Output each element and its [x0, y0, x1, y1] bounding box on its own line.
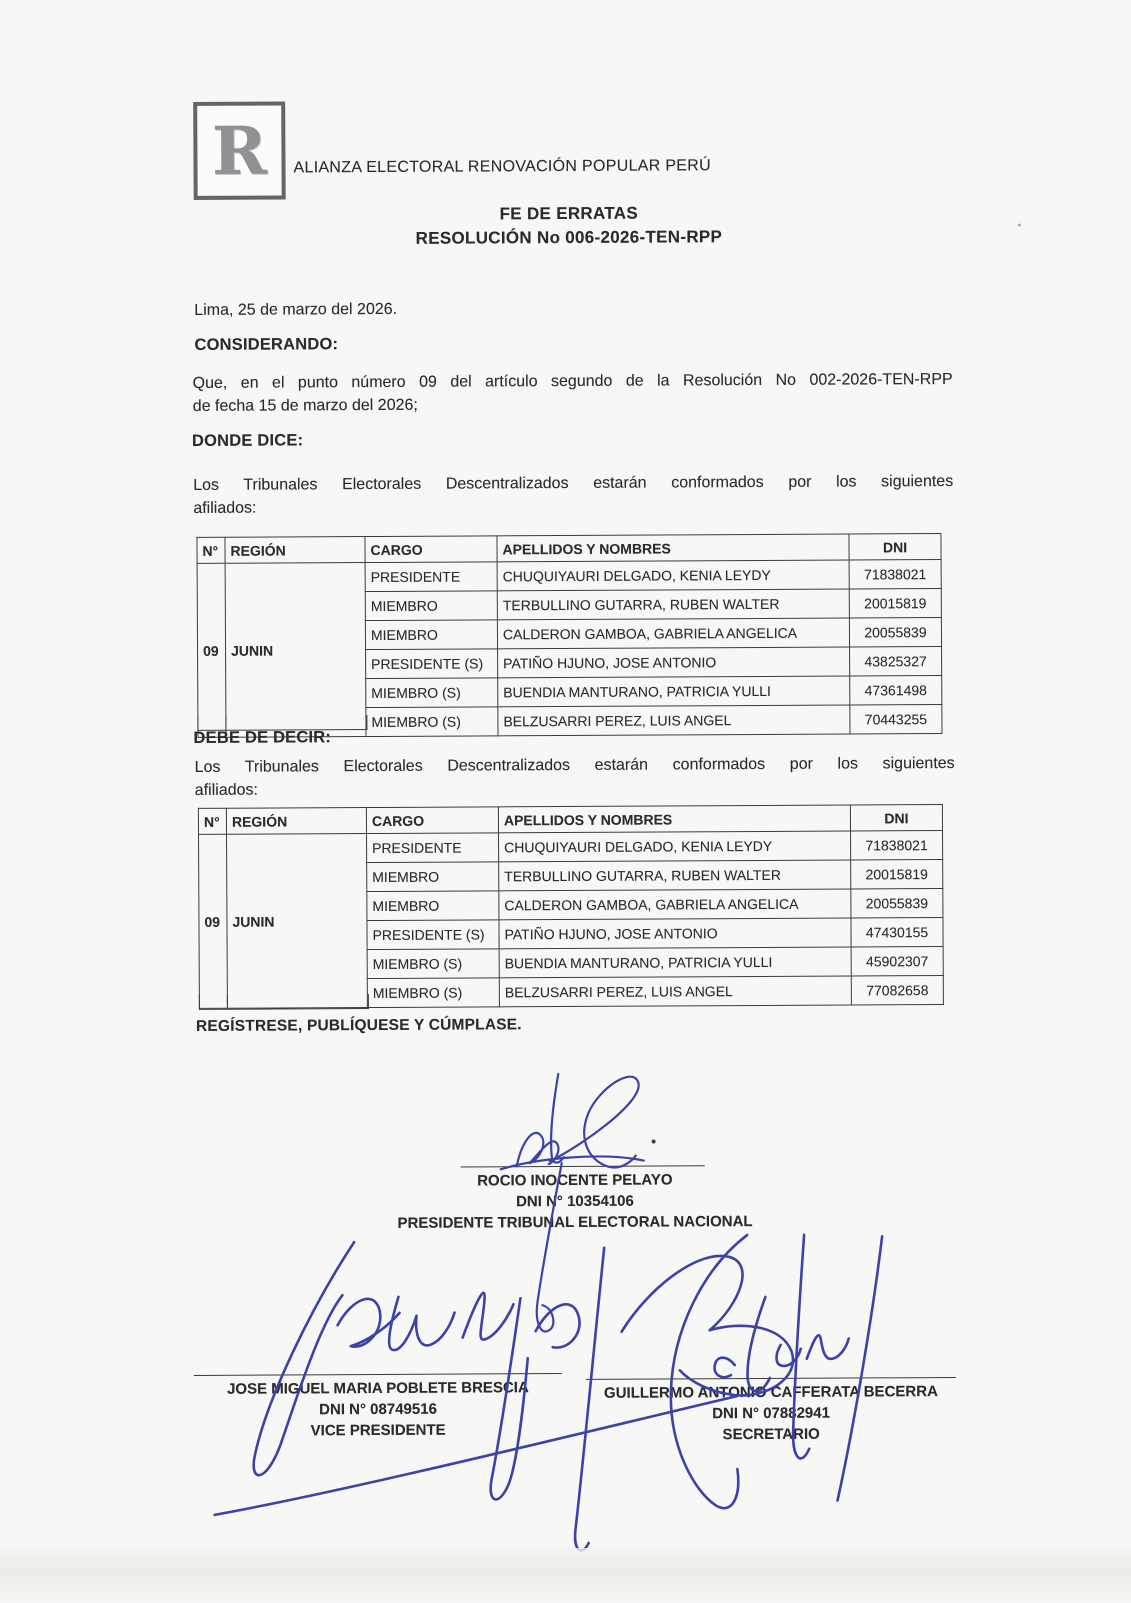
table-header-row	[198, 805, 942, 835]
signatory-dni: DNI N° 10354106	[375, 1190, 775, 1213]
cargo-cell: MIEMBRO	[367, 891, 499, 921]
table-row	[197, 560, 941, 593]
cargo-cell: MIEMBRO	[365, 620, 497, 650]
party-logo	[193, 101, 286, 199]
pen-dot	[652, 1140, 656, 1144]
dni-cell: 20055839	[851, 889, 943, 918]
signature-rule	[586, 1377, 956, 1380]
cargo-cell: MIEMBRO (S)	[366, 678, 498, 708]
resolution-number: RESOLUCIÓN No 006-2026-TEN-RPP	[184, 226, 954, 250]
dni-cell: 71838021	[849, 560, 941, 589]
intro-paragraph-2	[195, 752, 955, 802]
logo-letter: R	[212, 118, 267, 184]
debe-decir-heading: DEBE DE DECIR:	[193, 728, 331, 748]
column-header-cargo: CARGO	[366, 807, 498, 834]
table-tail-artifact	[199, 994, 369, 1010]
nombre-cell: BELZUSARRI PEREZ, LUIS ANGEL	[499, 976, 851, 1007]
doc-title: FE DE ERRATAS	[184, 202, 954, 226]
nombre-cell: PATIÑO HJUNO, JOSE ANTONIO	[499, 918, 851, 949]
dni-cell: 70443255	[850, 705, 942, 734]
cargo-cell: MIEMBRO	[365, 591, 497, 621]
cargo-cell: PRESIDENTE (S)	[366, 649, 498, 679]
table-header-row	[197, 534, 941, 564]
scan-shadow-bottom	[0, 1548, 1131, 1600]
nombre-cell: CALDERON GAMBOA, GABRIELA ANGELICA	[497, 618, 849, 649]
nombre-cell: BUENDIA MANTURANO, PATRICIA YULLI	[499, 947, 851, 978]
cargo-cell: MIEMBRO (S)	[367, 949, 499, 979]
dni-cell: 20015819	[849, 589, 941, 618]
column-header-cargo: CARGO	[365, 536, 497, 563]
numero-cell: 09	[197, 563, 226, 737]
dni-cell: 20015819	[851, 860, 943, 889]
cargo-cell: MIEMBRO (S)	[367, 978, 499, 1008]
column-header-dni: DNI	[850, 805, 942, 831]
signature-block-presidente	[375, 1169, 775, 1234]
paragraph-line: Los Tribunales Electorales Descentralizados estarán conformados por los siguientes	[193, 470, 953, 497]
signatory-name: ROCIO INOCENTE PELAYO	[375, 1169, 775, 1192]
signatory-name: JOSE MIGUEL MARIA POBLETE BRESCIA	[178, 1377, 578, 1400]
signature-block-secretario	[571, 1381, 971, 1446]
donde-dice-heading: DONDE DICE:	[192, 431, 303, 451]
cargo-cell: MIEMBRO	[367, 862, 499, 892]
column-header-region: REGIÓN	[226, 808, 366, 835]
numero-cell: 09	[199, 834, 228, 1008]
org-name: ALIANZA ELECTORAL RENOVACIÓN POPULAR PERÚ	[293, 157, 711, 177]
dni-cell: 77082658	[851, 976, 943, 1005]
dni-cell: 47361498	[850, 676, 942, 705]
dni-cell: 71838021	[851, 831, 943, 860]
signature-rule	[461, 1165, 705, 1167]
signatory-name: GUILLERMO ANTONIO CAFFERATA BECERRA	[571, 1381, 971, 1404]
dni-cell: 45902307	[851, 947, 943, 976]
cargo-cell: PRESIDENTE	[367, 833, 499, 863]
table-donde-dice	[196, 533, 942, 738]
dni-cell: 43825327	[850, 647, 942, 676]
nombre-cell: CALDERON GAMBOA, GABRIELA ANGELICA	[499, 889, 851, 920]
column-header-dni: DNI	[849, 534, 941, 560]
signature-3-ink	[670, 1234, 884, 1508]
paragraph-line: afiliados:	[193, 493, 953, 520]
closing-line: REGÍSTRESE, PUBLÍQUESE Y CÚMPLASE.	[196, 1016, 522, 1036]
column-header-apellidos: APELLIDOS Y NOMBRES	[497, 534, 849, 562]
date-line: Lima, 25 de marzo del 2026.	[194, 301, 397, 320]
cargo-cell: MIEMBRO (S)	[366, 707, 498, 737]
nombre-cell: CHUQUIYAURI DELGADO, KENIA LEYDY	[497, 560, 849, 591]
region-cell: JUNIN	[227, 834, 368, 1009]
signature-rule	[194, 1373, 562, 1376]
intro-paragraph	[193, 470, 953, 520]
considerando-paragraph	[193, 368, 953, 418]
column-header-region: REGIÓN	[225, 537, 365, 564]
nombre-cell: BELZUSARRI PEREZ, LUIS ANGEL	[498, 705, 850, 736]
table-debe-decir	[198, 804, 944, 1009]
cargo-cell: PRESIDENTE (S)	[367, 920, 499, 950]
nombre-cell: TERBULLINO GUTARRA, RUBEN WALTER	[497, 589, 849, 620]
paragraph-line: Los Tribunales Electorales Descentralizados estarán conformados por los siguientes	[195, 752, 955, 779]
dni-cell: 47430155	[851, 918, 943, 947]
column-header-numero: N°	[197, 537, 225, 563]
column-header-numero: N°	[198, 808, 226, 834]
paragraph-line: Que, en el punto número 09 del artículo segundo de la Resolución No 002-2026-TEN-RPP	[193, 368, 953, 395]
column-header-apellidos: APELLIDOS Y NOMBRES	[498, 805, 850, 833]
dni-cell: 20055839	[849, 618, 941, 647]
table-row	[199, 831, 943, 864]
signatory-role: SECRETARIO	[571, 1423, 971, 1446]
signatory-dni: DNI N° 08749516	[178, 1398, 578, 1421]
paragraph-line: de fecha 15 de marzo del 2026;	[193, 391, 953, 418]
signatory-role: VICE PRESIDENTE	[178, 1419, 578, 1442]
paragraph-line: afiliados:	[195, 775, 955, 802]
considerando-heading: CONSIDERANDO:	[194, 335, 338, 355]
nombre-cell: CHUQUIYAURI DELGADO, KENIA LEYDY	[499, 831, 851, 862]
cargo-cell: PRESIDENTE	[365, 562, 497, 592]
signatory-dni: DNI N° 07882941	[571, 1402, 971, 1425]
scan-speck	[1018, 224, 1021, 227]
region-cell: JUNIN	[225, 563, 366, 738]
signatory-role: PRESIDENTE TRIBUNAL ELECTORAL NACIONAL	[375, 1211, 775, 1234]
nombre-cell: TERBULLINO GUTARRA, RUBEN WALTER	[499, 860, 851, 891]
nombre-cell: BUENDIA MANTURANO, PATRICIA YULLI	[498, 676, 850, 707]
nombre-cell: PATIÑO HJUNO, JOSE ANTONIO	[498, 647, 850, 678]
signature-block-vicepresidente	[178, 1377, 578, 1442]
